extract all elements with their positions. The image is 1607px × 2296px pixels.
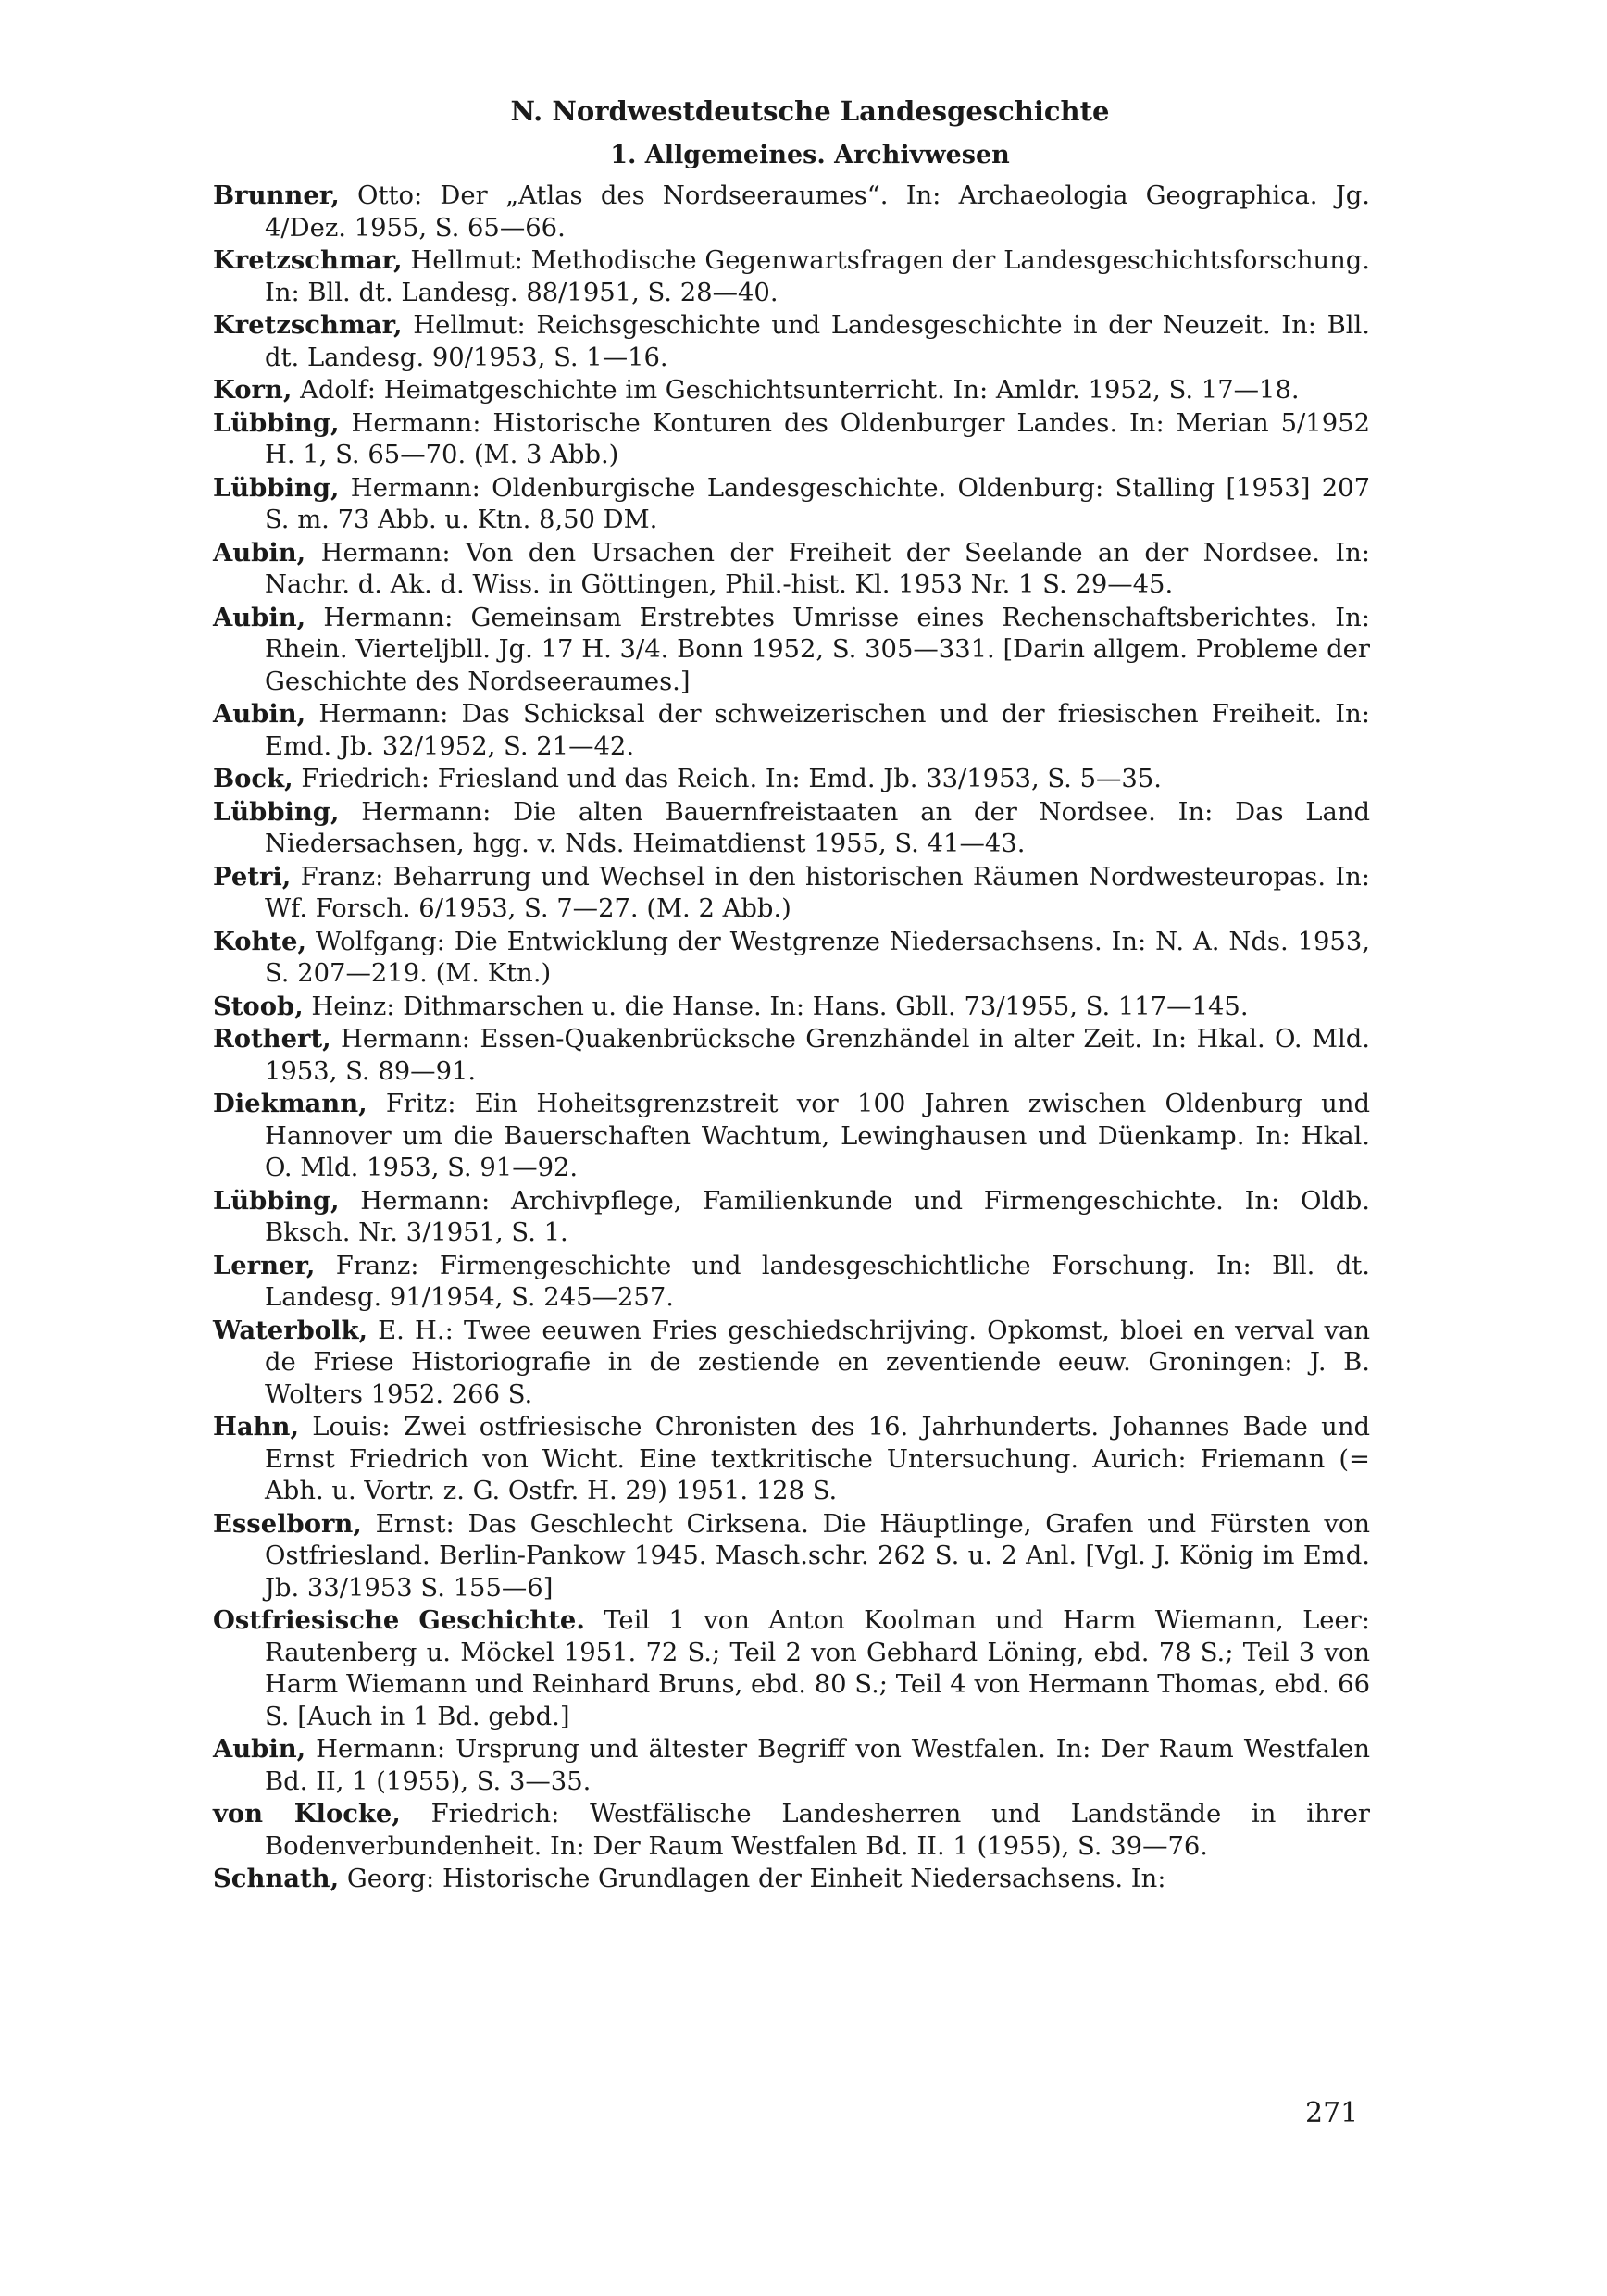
entry-text: Wolfgang: Die Entwicklung der Westgrenze Niedersachsens. In: N. A. Nds. 1953, S. 207—219. (M. Ktn.) [265,927,1370,988]
bibliography-entry [213,602,1370,699]
entry-author: Kretzschmar, [213,245,403,275]
entry-text: Heinz: Dithmarschen u. die Hanse. In: Hans. Gbll. 73/1955, S. 117—145. [303,992,1249,1021]
bibliography-entry [213,698,1370,763]
entry-text: Hermann: Archivpflege, Familienkunde und Firmengeschichte. In: Oldb. Bksch. Nr. 3/1951, S. 1. [265,1186,1370,1247]
entry-text: Hermann: Von den Ursachen der Freiheit der Seelande an der Nordsee. In: Nachr. d. Ak. d. Wiss. in Göttingen, Phil.-hist. Kl. 1953 Nr. 1 S. 29—45. [265,538,1370,599]
entry-author: Aubin, [213,537,306,568]
entry-author: Waterbolk, [213,1315,367,1345]
entry-text: Hermann: Ursprung und ältester Begriff von Westfalen. In: Der Raum Westfalen Bd. II, 1 (1955), S. 3—35. [265,1735,1370,1796]
entry-text: Hermann: Die alten Bauernfreistaaten an der Nordsee. In: Das Land Niedersachsen, hgg. v. Nds. Heimatdienst 1955, S. 41—43. [265,797,1370,858]
entry-text: Friedrich: Friesland und das Reich. In: Emd. Jb. 33/1953, S. 5—35. [293,765,1162,793]
entry-text: Louis: Zwei ostfriesische Chronisten des 16. Jahrhunderts. Johannes Bade und Ernst Friedrich von Wicht. Eine textkritische Untersuchung. Aurich: Friemann (= Abh. u. Vortr. z. G. Ostfr. H. 29) 1951. 128 S. [265,1413,1370,1505]
entry-author: Schnath, [213,1864,340,1893]
bibliography-entry [213,1250,1370,1315]
bibliography-entry [213,309,1370,374]
entry-text: Adolf: Heimatgeschichte im Geschichtsunterricht. In: Amldr. 1952, S. 17—18. [292,376,1300,405]
entry-text: Hellmut: Methodische Gegenwartsfragen der Landesgeschichtsforschung. In: Bll. dt. Landesg. 88/1951, S. 28—40. [265,246,1370,307]
entry-author: Aubin, [213,1734,306,1764]
entry-text: Hermann: Historische Konturen des Oldenburger Landes. In: Merian 5/1952 H. 1, S. 65—70. (M. 3 Abb.) [265,408,1370,469]
entry-author: Korn, [213,375,293,405]
entry-author: Diekmann, [213,1089,367,1118]
bibliography-entry [213,1411,1370,1508]
bibliography-entry [213,537,1370,602]
entry-text: Friedrich: Westfälische Landesherren und Landstände in ihrer Bodenverbundenheit. In: Der Raum Westfalen Bd. II. 1 (1955), S. 39—76. [265,1800,1370,1861]
entry-author: Rothert, [213,1024,331,1054]
entry-author: Lerner, [213,1250,316,1280]
bibliography-entry [213,1088,1370,1185]
entry-text: Fritz: Ein Hoheitsgrenzstreit vor 100 Jahren zwischen Oldenburg und Hannover um die Bauerschaften Wachtum, Lewinghausen und Düenkamp. In: Hkal. O. Mld. 1953, S. 91—92. [265,1090,1370,1182]
bibliography-list [213,180,1370,1896]
entry-author: Lübbing, [213,796,340,827]
entry-author: Ostfriesische Geschichte. [213,1605,585,1635]
document-page [213,89,1370,1896]
entry-text: Teil 1 von Anton Koolman und Harm Wiemann, Leer: Rautenberg u. Möckel 1951. 72 S.; Teil 2 von Gebhard Löning, ebd. 78 S.; Teil 3 von Harm Wiemann und Reinhard Bruns, ebd. 80 S.; Teil 4 von Hermann Thomas, ebd. 66 S. [Auch in 1 Bd. gebd.] [265,1606,1370,1731]
entry-author: Bock, [213,764,293,793]
entry-author: Lübbing, [213,472,340,503]
bibliography-entry [213,1733,1370,1798]
bibliography-entry [213,926,1370,991]
bibliography-entry [213,1508,1370,1605]
bibliography-entry [213,244,1370,309]
bibliography-entry [213,991,1370,1024]
entry-text: Franz: Beharrung und Wechsel in den historischen Räumen Nordwesteuropas. In: Wf. Forsch. 6/1953, S. 7—27. (M. 2 Abb.) [265,862,1370,923]
bibliography-entry [213,763,1370,796]
bibliography-entry [213,1863,1370,1896]
bibliography-entry [213,861,1370,926]
entry-author: Hahn, [213,1412,299,1441]
bibliography-entry [213,407,1370,472]
entry-author: Brunner, [213,181,340,210]
entry-text: E. H.: Twee eeuwen Fries geschiedschrijving. Opkomst, bloei en verval van de Friese Historiografie in de zestiende en zeventiende eeuw. Groningen: J. B. Wolters 1952. 266 S. [265,1316,1370,1409]
bibliography-entry [213,180,1370,244]
bibliography-entry [213,374,1370,407]
entry-text: Otto: Der „Atlas des Nordseeraumes“. In: Archaeologia Geographica. Jg. 4/Dez. 1955, S. 65—66. [265,181,1370,243]
entry-text: Hermann: Oldenburgische Landesgeschichte. Oldenburg: Stalling [1953] 207 S. m. 73 Abb. u. Ktn. 8,50 DM. [265,473,1370,534]
entry-author: Esselborn, [213,1508,362,1539]
entry-author: Aubin, [213,602,306,632]
entry-text: Franz: Firmengeschichte und landesgeschichtliche Forschung. In: Bll. dt. Landesg. 91/1954, S. 245—257. [265,1251,1370,1312]
bibliography-entry [213,796,1370,861]
entry-author: Lübbing, [213,407,340,438]
entry-author: Lübbing, [213,1185,340,1216]
entry-author: Aubin, [213,699,306,729]
entry-author: Petri, [213,861,292,892]
entry-text: Georg: Historische Grundlagen der Einheit Niedersachsens. In: [339,1865,1166,1893]
entry-author: Kohte, [213,926,307,956]
section-title: N. Nordwestdeutsche Landesgeschichte [510,95,1110,127]
entry-text: Ernst: Das Geschlecht Cirksena. Die Häuptlinge, Grafen und Fürsten von Ostfriesland. Berlin-Pankow 1945. Masch.schr. 262 S. u. 2 Anl. [Vgl. J. König im Emd. Jb. 33/1953 S. 155—6] [265,1509,1370,1603]
bibliography-entry [213,1798,1370,1863]
page-number: 271 [1305,2097,1359,2129]
entry-text: Hellmut: Reichsgeschichte und Landesgeschichte in der Neuzeit. In: Bll. dt. Landesg. 90/1953, S. 1—16. [265,311,1370,372]
bibliography-entry [213,1023,1370,1088]
entry-author: von Klocke, [213,1799,401,1828]
bibliography-entry [213,472,1370,537]
entry-author: Stoob, [213,991,304,1021]
bibliography-entry [213,1604,1370,1733]
bibliography-entry [213,1315,1370,1412]
entry-author: Kretzschmar, [213,310,403,340]
entry-text: Hermann: Gemeinsam Erstrebtes Umrisse eines Rechenschaftsberichtes. In: Rhein. Vierteljbll. Jg. 17 H. 3/4. Bonn 1952, S. 305—331. [Darin allgem. Probleme der Geschichte des Nordseeraumes.] [265,603,1370,696]
entry-text: Hermann: Essen-Quakenbrücksche Grenzhändel in alter Zeit. In: Hkal. O. Mld. 1953, S. 89—91. [265,1025,1370,1086]
bibliography-entry [213,1185,1370,1250]
subsection-title: 1. Allgemeines. Archivwesen [610,141,1010,169]
entry-text: Hermann: Das Schicksal der schweizerischen und der friesischen Freiheit. In: Emd. Jb. 32/1952, S. 21—42. [265,700,1370,761]
